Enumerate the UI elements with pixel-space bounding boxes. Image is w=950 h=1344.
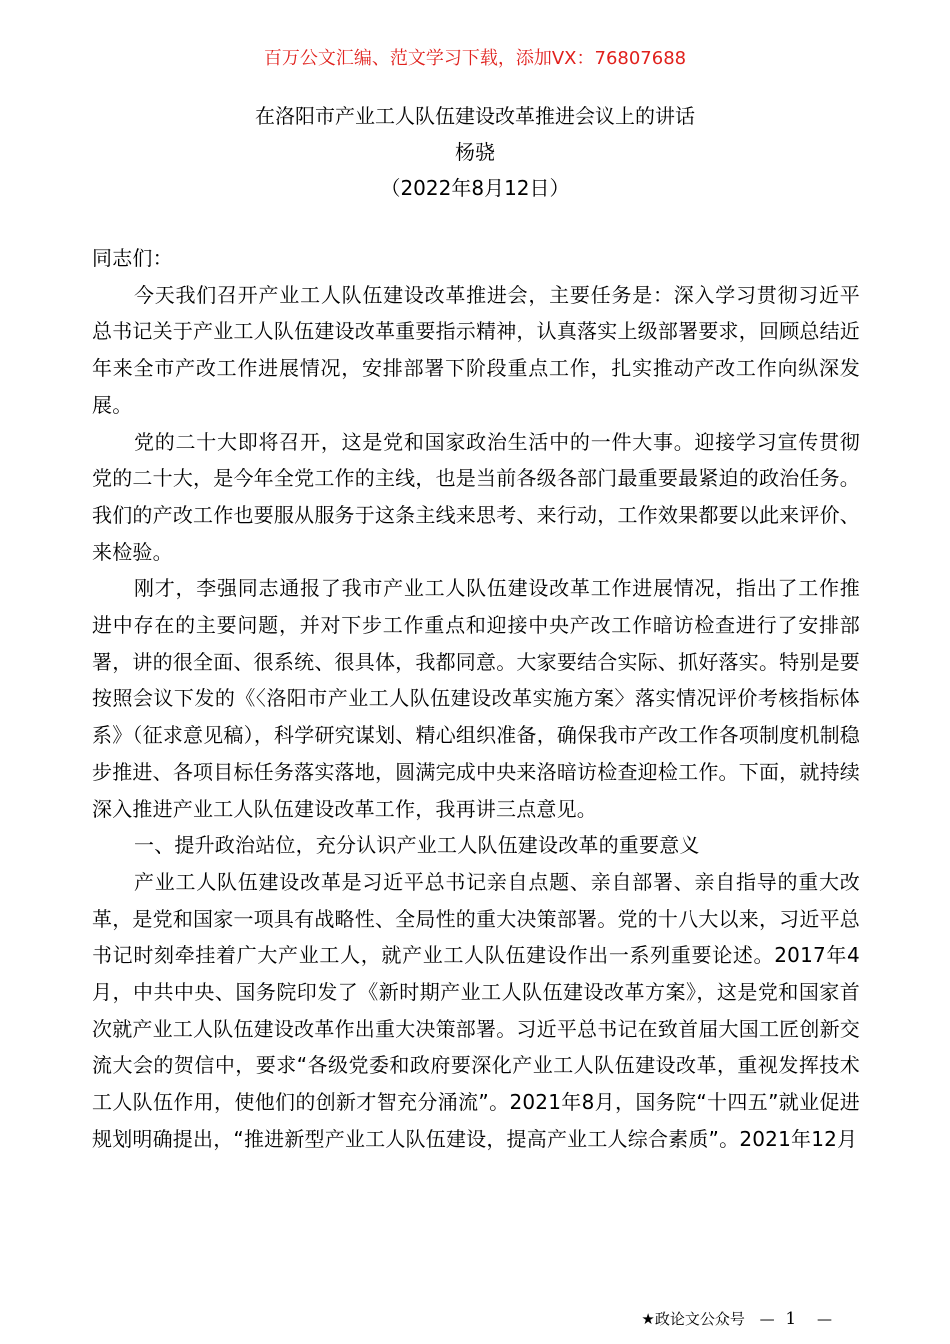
speech-title: 在洛阳市产业工人队伍建设改革推进会议上的讲话 [255,104,695,128]
section-heading: 一、提升政治站位，充分认识产业工人队伍建设改革的重要意义 [134,833,700,858]
paragraph: 刚才，李强同志通报了我市产业工人队伍建设改革工作进展情况，指出了工作推进中存在的主要问题，并对下步工作重点和迎接中央产改工作暗访检查进行了安排部署，讲的很全面、很系统、很具体，我都同意。大家要结合实际、抓好落实。特别是要按照会议下发的《〈洛阳市产业工人队伍建设改革实施方案〉落实情况评价考核指标体系》（征求意见稿），科学研究谋划、精心组织准备，确保我市产改工作各项制度机制稳步推进、各项目标任务落实落地，圆满完成中央来洛暗访检查迎检工作。下面，就持续深入推进产业工人队伍建设改革工作，我再讲三点意见。 [92,576,860,821]
paragraph: 产业工人队伍建设改革是习近平总书记亲自点题、亲自部署、亲自指导的重大改革，是党和国家一项具有战略性、全局性的重大决策部署。党的十八大以来，习近平总书记时刻牵挂着广大产业工人，就产业工人队伍建设作出一系列重要论述。2017年4月，中共中央、国务院印发了《新时期产业工人队伍建设改革方案》，这是党和国家首次就产业工人队伍建设改革作出重大决策部署。习近平总书记在致首届大国工匠创新交流大会的贺信中，要求“各级党委和政府要深化产业工人队伍建设改革，重视发挥技术工人队伍作用，使他们的创新才智充分涌流”。2021年8月，国务院“十四五”就业促进规划明确提出，“推进新型产业工人队伍建设，提高产业工人综合素质”。2021年12月 [92,869,860,1151]
paragraph: 今天我们召开产业工人队伍建设改革推进会，主要任务是：深入学习贯彻习近平总书记关于产业工人队伍建设改革重要指示精神，认真落实上级部署要求，回顾总结近年来全市产改工作进展情况，安排部署下阶段重点工作，扎实推动产改工作向纵深发展。 [92,282,860,417]
salutation: 同志们： [92,246,173,270]
paragraph: 党的二十大即将召开，这是党和国家政治生活中的一件大事。迎接学习宣传贯彻党的二十大，是今年全党工作的主线，也是当前各级各部门最重要最紧迫的政治任务。我们的产改工作也要服从服务于这条主线来思考、来行动，工作效果都要以此来评价、来检验。 [92,429,860,564]
footer-source: ★政论文公众号 [641,1310,745,1328]
page-footer [641,1308,832,1330]
speech-author: 杨骁 [455,140,495,164]
footer-dash-left: — [759,1310,775,1328]
footer-dash-right: — [817,1310,832,1328]
page-number: 1 [785,1309,797,1329]
speech-body [92,240,860,1158]
title-block [0,98,950,206]
promo-banner: 百万公文汇编、范文学习下载，添加VX：76807688 [263,48,687,69]
speech-date: （2022年8月12日） [380,176,570,200]
